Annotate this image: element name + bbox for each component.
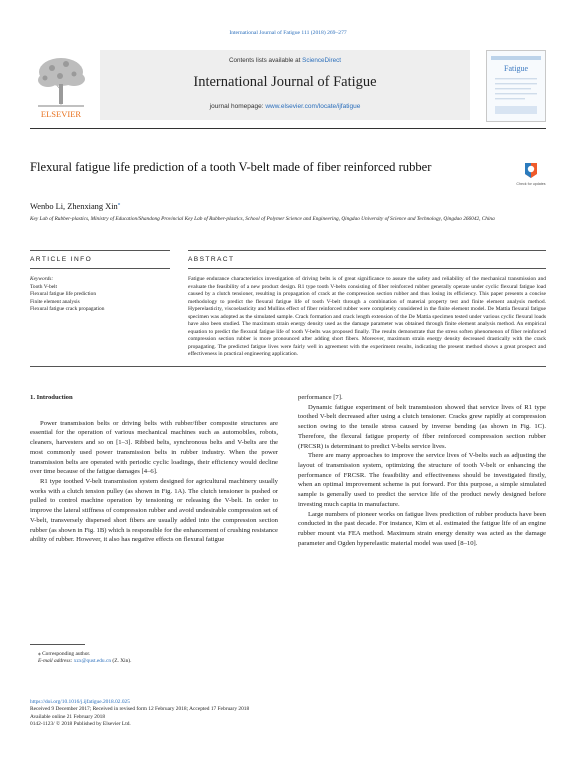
section-heading-introduction: 1. Introduction xyxy=(30,394,73,401)
info-top-rule xyxy=(30,250,170,251)
journal-homepage xyxy=(100,103,470,110)
keywords-label: Keywords: xyxy=(30,276,54,282)
footnote-mark: ⁎ xyxy=(38,651,41,657)
contents-prefix: Contents lists available at xyxy=(228,57,303,64)
body-paragraph: Large numbers of pioneer works on fatigue lives prediction of rubber products have been conducted in the past decade. For instance, Kim et al. estimated the fatigue life of an engine rubber mount via FEA method. Maximum strain energy density was acted as the damage parameter and Ogden hyperelastic material model was used [8–10]. xyxy=(298,510,546,547)
body-paragraph: performance [7]. xyxy=(298,394,343,401)
keyword-item: Tooth V-belt xyxy=(30,283,58,290)
email-line xyxy=(38,658,278,665)
keywords-block xyxy=(30,276,170,314)
body-left-column xyxy=(30,393,278,545)
body-paragraph: Dynamic fatigue experiment of belt transmission showed that service lives of R1 type toothed V-belt decreased after using a clutch tensioner. Cracks grew rapidly at compression section owing to the tensile stress caused by inverse bending (as shown in Fig. 1C). Therefore, the flexural fatigue property of fiber reinforced compression section rubber (FRCSR) is determinant to predict V-belts service lives. xyxy=(298,403,546,450)
email-link[interactable]: xzx@qust.edu.cn xyxy=(73,658,112,665)
body-right-column xyxy=(298,393,546,549)
article-title: Flexural fatigue life prediction of a tooth V-belt made of fiber reinforced rubber xyxy=(30,160,432,174)
keyword-item: Flexural fatigue crack propagation xyxy=(30,306,105,312)
elsevier-tree-icon xyxy=(30,50,92,120)
authors-text: Wenbo Li, Zhenxiang Xin xyxy=(30,201,118,211)
homepage-prefix: journal homepage: xyxy=(209,103,266,110)
journal-citation[interactable]: International Journal of Fatigue 111 (2018) 269–277 xyxy=(229,30,347,36)
abstract-heading: ABSTRACT xyxy=(188,256,235,263)
crossmark-label: Check for updates xyxy=(516,182,546,186)
abstract-top-rule xyxy=(188,250,546,251)
article-info-heading: ARTICLE INFO xyxy=(30,256,93,263)
keyword-item: Flexural fatigue life prediction xyxy=(30,291,97,297)
homepage-link[interactable]: www.elsevier.com/locate/ijfatigue xyxy=(265,103,361,110)
affiliation: Key Lab of Rubber-plastics, Ministry of Education/Shandong Provincial Key Lab of Rubber-plastics, School of Polymer Science and Engineering, Qingdao University of Science and Technology, Qingdao 266042, China xyxy=(30,216,495,222)
contents-line xyxy=(100,57,470,64)
journal-cover-thumbnail[interactable] xyxy=(486,50,546,122)
info-mid-rule xyxy=(30,268,170,269)
abstract-text: Fatigue endurance characteristics investigation of driving belts is of great significance to assure the safety and reliability of the mechanical transmission and evaluate the feasibility of a new product design. R1 type tooth V-belts consisting of fiber reinforced rubber generally operate under cyclic flexural fatigue load caused by a clutch tensioner, resulting in propagation of crack at the compression section rubber and thus losing its efficiency. This paper presents a concise methodology to predict the flexural fatigue life of tooth V-belt through a combination of material property test and finite element analysis method. Hyperelasticity, viscoelasticity and Mullins effect of fiber reinforced rubber were completely considered in the finite element model. De Mattia flexural fatigue specimen was adopted as the simulated sample. Crack formation and crack length extension of the De Mattia specimen tested under various cyclic flexural loads have also been studied. The maximum strain energy density used as the damage parameter was obtained through finite element analysis method. An empirical equation to predict the flexural fatigue life of tooth V-belts was proposed finally. The results demonstrate that the stress soften phenomenon of fiber reinforced compression section rubber is more pronounced after adding short fibers. Moreover, maximum strain energy density decreased drastically with the crack propagating. The predicted fatigue lives were fairly well in agreement with the experiment results, indicating the present method shows a great prospect and effectiveness in practical engineering application. xyxy=(188,276,546,358)
received-dates: Received 9 December 2017; Received in revised form 12 February 2018; Accepted 17 February 2018 xyxy=(30,706,250,713)
journal-info-box xyxy=(100,50,470,120)
email-suffix: (Z. Xin). xyxy=(112,658,132,665)
footnote-divider xyxy=(30,644,85,645)
cover-title: Fatigue xyxy=(504,64,528,73)
corresponding-author-mark[interactable]: ⁎ xyxy=(117,202,121,207)
email-label: E-mail address: xyxy=(38,658,73,665)
crossmark-icon xyxy=(516,161,546,189)
sciencedirect-link[interactable]: ScienceDirect xyxy=(302,57,341,64)
corresponding-label: Corresponding author. xyxy=(42,651,91,657)
footnote xyxy=(38,651,278,666)
crossmark-badge[interactable] xyxy=(516,161,546,189)
masthead-divider xyxy=(30,128,546,129)
author-list xyxy=(30,201,120,211)
abstract-bottom-rule xyxy=(30,366,546,367)
elsevier-logo[interactable] xyxy=(30,50,92,120)
publisher-name: ELSEVIER xyxy=(40,109,82,119)
online-date: Available online 21 February 2018 xyxy=(30,713,106,720)
body-paragraph: There are many approaches to improve the service lives of V-belts such as adjusting the layout of transmission system, optimizing the structure of tooth V-belt or enhancing the performance of FRCSR. The feasibility and effectiveness should be investigated firstly, when an optimal improvement scheme is put forward. For this purpose, a simple simulated sample is generally used to predict the service life of the product newly designed before investing much capita in manufacture. xyxy=(298,452,546,508)
journal-masthead xyxy=(30,50,546,126)
keyword-item: Finite element analysis xyxy=(30,298,80,305)
abstract-mid-rule xyxy=(188,268,546,269)
doi-link[interactable]: https://doi.org/10.1016/j.ijfatigue.2018.02.025 xyxy=(30,699,130,705)
body-paragraph: Power transmission belts or driving belts with rubber/fiber composite structures are essential for the operation of various mechanical machines such as automobiles, robots, cleaners, harvesters and so on [1–3]. Ribbed belts, synchronous belts and V-belts are the most commonly used power transmission belts in rubber industry. When the power transmission belts are operated with periodic cyclic loadings, their efficiency would decline over time because of the fatigue damages [4–6]. xyxy=(30,419,278,476)
cover-image-icon xyxy=(487,51,545,121)
issn-copyright: 0142-1123/ © 2018 Published by Elsevier Ltd. xyxy=(30,720,131,727)
body-paragraph: R1 type toothed V-belt transmission system designed for agricultural machinery usually works with a clutch tension pulley (as shown in Fig. 1A). The clutch tensioner is pushed or pulled to control machine operation by tensioning or releasing the V-belt. In order to improve the lateral stiffness of compression rubber and avoid undesirable compression set of V-belt, transversely dispersed short fibers are usually added into the compression section rubber (as shown in Fig. 1B) which is responsible for the enhancement of crushing resistance ability of rubber. However, it also has negative effects on flexural fatigue xyxy=(30,478,278,544)
journal-name: International Journal of Fatigue xyxy=(193,74,377,90)
publication-info xyxy=(30,699,330,728)
